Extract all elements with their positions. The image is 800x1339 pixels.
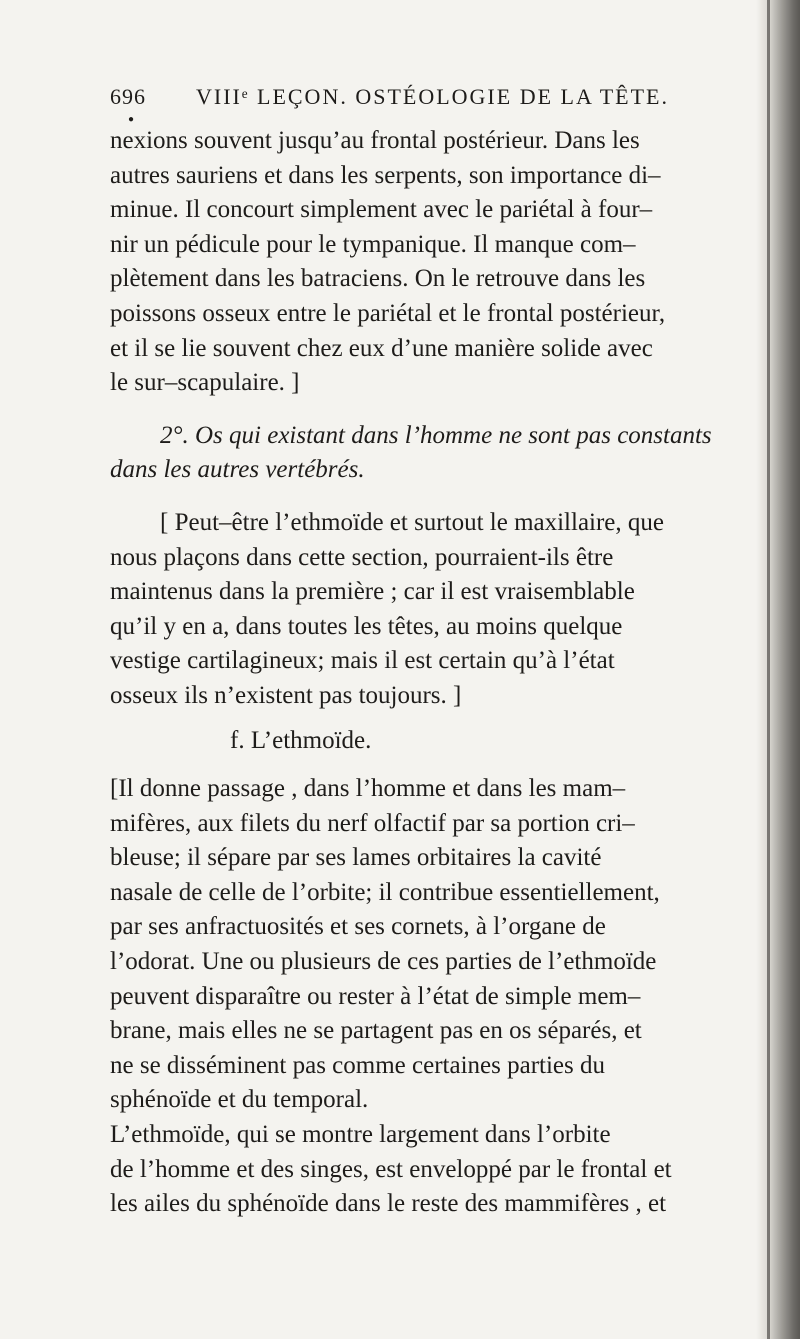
text-line: maintenus dans la première ; car il est vraisemblable <box>110 578 635 606</box>
text-line: mifères, aux filets du nerf olfactif par sa portion cri– <box>110 809 635 837</box>
text-line: nous plaçons dans cette section, pourraient-ils être <box>110 543 614 571</box>
text-line: les ailes du sphénoïde dans le reste des mammifères , et <box>110 1190 667 1218</box>
paragraph-4 <box>110 1118 755 1222</box>
text-line: et il se lie souvent chez eux d’une manière solide avec <box>110 334 653 362</box>
text-line: ne se disséminent pas comme certaines parties du <box>110 1051 605 1079</box>
text-line: l’odorat. Une ou plusieurs de ces parties de l’ethmoïde <box>110 948 657 976</box>
text-line: le sur–scapulaire. ] <box>110 369 300 397</box>
printer-mark: ● <box>128 114 136 125</box>
text-line: [Il donne passage , dans l’homme et dans les mam– <box>110 775 626 803</box>
section-heading-2 <box>110 419 755 488</box>
paragraph-1 <box>110 124 755 401</box>
text-line: L’ethmoïde, qui se montre largement dans l’orbite <box>110 1121 611 1149</box>
paragraph-2 <box>110 506 755 714</box>
page-number: 696 <box>110 84 146 109</box>
text-line: peuvent disparaître ou rester à l’état de simple mem– <box>110 982 641 1010</box>
text-line: par ses anfractuosités et ses cornets, à l’organe de <box>110 913 606 941</box>
text-line: bleuse; il sépare par ses lames orbitaires la cavité <box>110 844 602 872</box>
text-line: brane, mais elles ne se partagent pas en os séparés, et <box>110 1017 642 1045</box>
text-line: minue. Il concourt simplement avec le pariétal à four– <box>110 196 653 224</box>
page-binding-shadow <box>756 0 800 1339</box>
heading-line: dans les autres vertébrés. <box>110 456 365 484</box>
running-header <box>110 84 710 125</box>
text-line: de l’homme et des singes, est enveloppé par le frontal et <box>110 1155 672 1183</box>
text-line: nexions souvent jusqu’au frontal postérieur. Dans les <box>110 127 640 154</box>
text-line: qu’il y en a, dans toutes les têtes, au moins quelque <box>110 612 623 640</box>
running-title: VIIIᵉ LEÇON. OSTÉOLOGIE DE LA TÊTE. <box>196 84 669 109</box>
text-body <box>110 124 755 1222</box>
subsection-heading-f: f. L’ethmoïde. <box>230 726 372 754</box>
paragraph-3 <box>110 772 755 1118</box>
text-line: poissons osseux entre le pariétal et le frontal postérieur, <box>110 299 666 327</box>
text-line: nasale de celle de l’orbite; il contribue essentiellement, <box>110 878 660 906</box>
text-line: vestige cartilagineux; mais il est certain qu’à l’état <box>110 647 615 675</box>
text-line: autres sauriens et dans les serpents, son importance di– <box>110 161 661 189</box>
page-edge <box>767 0 770 1339</box>
text-line: sphénoïde et du temporal. <box>110 1086 369 1114</box>
text-line: osseux ils n’existent pas toujours. ] <box>110 681 462 709</box>
text-line: nir un pédicule pour le tympanique. Il manque com– <box>110 230 636 258</box>
heading-line: 2°. Os qui existant dans l’homme ne sont pas constants <box>160 421 712 449</box>
text-line: [ Peut–être l’ethmoïde et surtout le maxillaire, que <box>160 508 665 536</box>
text-line: plètement dans les batraciens. On le retrouve dans les <box>110 265 646 293</box>
